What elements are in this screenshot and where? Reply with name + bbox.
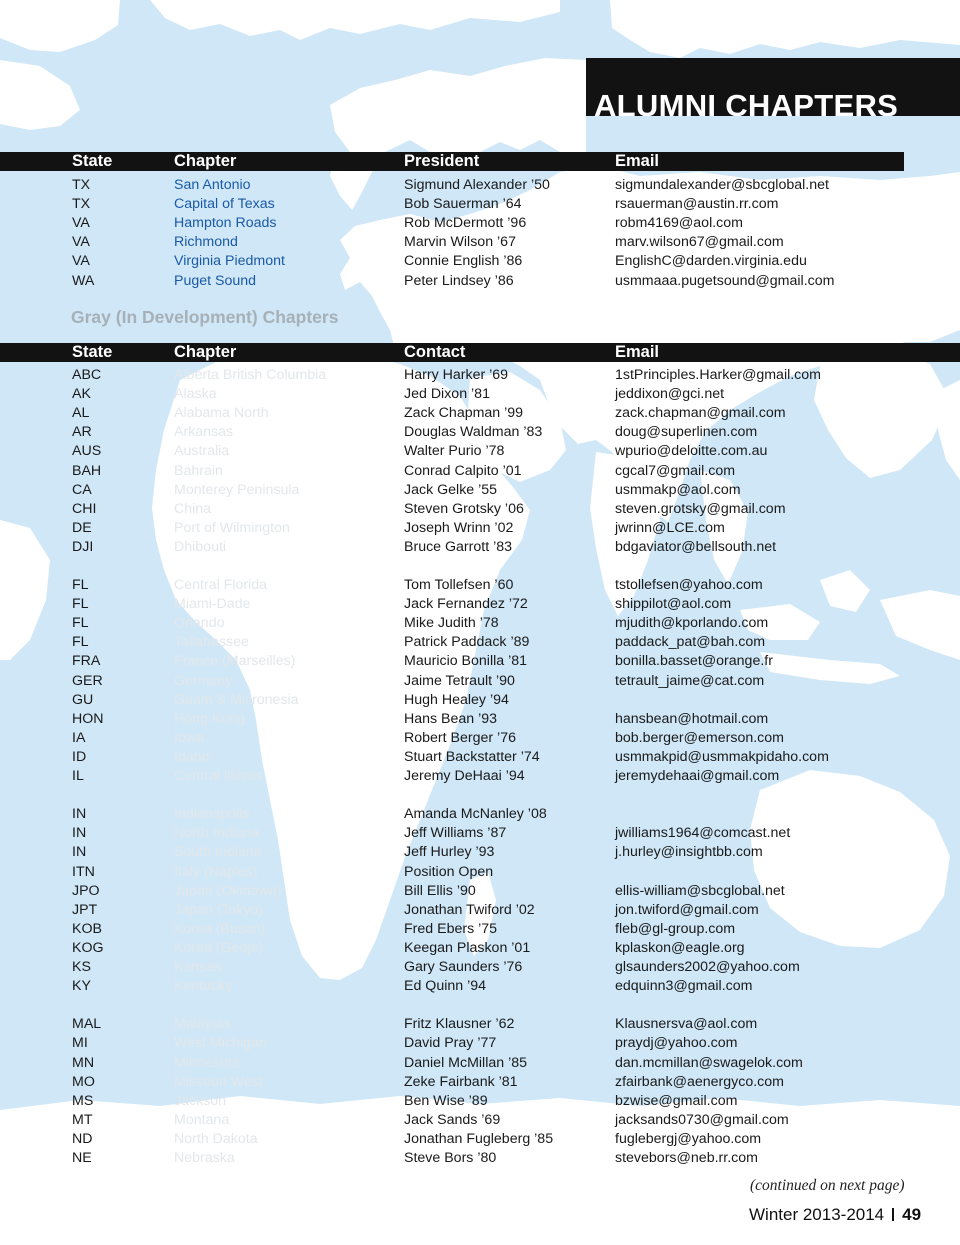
cell-email: j.hurley@insightbb.com [615,844,763,861]
table-row [0,1092,960,1111]
cell-person: Tom Tollefsen ’60 [404,577,514,594]
cell-person: Steven Grotsky ’06 [404,500,524,517]
cell-chapter: Iowa [174,729,204,746]
cell-email: jwrinn@LCE.com [615,519,725,536]
table-row [0,519,960,538]
cell-person: Marvin Wilson ’67 [404,234,516,251]
cell-chapter: Capital of Texas [174,196,275,213]
cell-email: hansbean@hotmail.com [615,710,769,727]
table-row [0,385,960,404]
cell-chapter: Germany [174,672,233,689]
table-row [0,863,960,882]
cell-email: tetrault_jaime@cat.com [615,672,765,689]
cell-person: Sigmund Alexander ’50 [404,177,550,193]
cell-chapter: Dhibouti [174,538,227,555]
cell-person: Steve Bors ’80 [404,1150,497,1167]
cell-chapter: Hong Kong [174,710,245,727]
cell-chapter: North Dakota [174,1130,258,1147]
cell-chapter: Monterey Peninsula [174,481,300,498]
cell-state: ID [72,748,87,765]
cell-email: marv.wilson67@gmail.com [615,234,784,251]
dev-table-header [0,343,960,362]
cell-state: KOG [72,939,104,956]
cell-state: DJI [72,538,94,555]
cell-email: stevebors@neb.rr.com [615,1150,758,1167]
cell-chapter: Italy (Naples) [174,863,258,880]
cell-chapter: Missouri West [174,1073,263,1090]
cell-person: Jack Fernandez ’72 [404,596,528,613]
continued-note: (continued on next page) [750,1177,905,1194]
table-row [0,710,960,729]
table-row [0,1111,960,1130]
cell-state: VA [72,234,90,251]
cell-person: Jeff Hurley ’93 [404,844,495,861]
header-president: President [404,152,480,170]
cell-chapter: Port of Wilmington [174,519,290,536]
cell-person: Harry Harker ’69 [404,367,509,383]
cell-email: bzwise@gmail.com [615,1092,738,1109]
cell-email: mjudith@kporlando.com [615,615,769,632]
table-row [0,1073,960,1092]
cell-email: 1stPrinciples.Harker@gmail.com [615,367,821,383]
page-number: 49 [902,1205,922,1224]
cell-person: Daniel McMillan ’85 [404,1054,528,1071]
cell-person: Rob McDermott ’96 [404,215,527,232]
table-row [0,576,960,595]
cell-state: KS [72,959,91,976]
cell-chapter: Puget Sound [174,272,257,289]
cell-state: IN [72,844,87,861]
header-email: Email [615,343,660,361]
table-row [0,614,960,633]
table-row [0,214,960,233]
cell-state: GER [72,672,103,689]
cell-state: IN [72,806,87,823]
cell-email: jeddixon@gci.net [615,386,725,403]
page-footer [749,1205,921,1225]
cell-email: praydj@yahoo.com [615,1035,738,1052]
cell-chapter: Miami-Dade [174,596,251,613]
cell-email: bdgaviator@bellsouth.net [615,538,777,555]
cell-chapter: Kansas [174,959,222,976]
cell-chapter: Kentucky [174,978,233,995]
cell-state: MS [72,1092,94,1109]
cell-person: Bruce Garrott ’83 [404,538,513,555]
cell-person: Robert Berger ’76 [404,729,516,746]
cell-email: glsaunders2002@yahoo.com [615,959,800,976]
cell-email: tstollefsen@yahoo.com [615,577,763,594]
cell-person: Mike Judith ’78 [404,615,499,632]
table-row [0,1034,960,1053]
cell-state: IN [72,825,87,842]
cell-state: NE [72,1150,92,1167]
cell-person: Fritz Klausner ’62 [404,1016,515,1033]
cell-state: IL [72,768,84,785]
table-row [0,939,960,958]
cell-state: FL [72,634,89,651]
cell-person: Zack Chapman ’99 [404,405,524,422]
cell-person: Hugh Healey ’94 [404,691,509,708]
cell-email: cgcal7@gmail.com [615,462,736,479]
table-row [0,633,960,652]
cell-chapter: Richmond [174,234,238,251]
cell-email: bonilla.basset@orange.fr [615,653,773,670]
cell-person: Stuart Backstatter ’74 [404,748,540,765]
cell-person: Jaime Tetrault ’90 [404,672,515,689]
cell-chapter: West Michigan [174,1035,267,1052]
cell-chapter: Australia [174,443,230,460]
cell-person: Joseph Wrinn ’02 [404,519,514,536]
cell-state: MN [72,1054,95,1071]
table-row [0,423,960,442]
cell-chapter: Nebraska [174,1150,235,1167]
cell-chapter: Central Illinois [174,768,264,785]
cell-state: MI [72,1035,88,1052]
cell-chapter: Japan (Tokyo) [174,901,264,918]
cell-state: MT [72,1111,93,1128]
cell-chapter: Central Florida [174,577,268,594]
cell-person: Amanda McNanley ’08 [404,806,547,823]
table-row [0,500,960,519]
cell-email: ellis-william@sbcglobal.net [615,882,785,899]
cell-chapter: Idaho [174,748,210,765]
cell-email: wpurio@deloitte.com.au [615,443,768,460]
cell-state: MO [72,1073,95,1090]
cell-chapter: Korea (Busan) [174,920,266,937]
cell-person: Jonathan Fugleberg ’85 [404,1130,554,1147]
cell-chapter: Virginia Piedmont [174,253,285,270]
cell-person: Douglas Waldman ’83 [404,424,543,441]
cell-chapter: Montana [174,1111,230,1128]
cell-person: Bob Sauerman ’64 [404,196,522,213]
table-row [0,462,960,481]
cell-email: edquinn3@gmail.com [615,978,753,995]
cell-person: Peter Lindsey ’86 [404,272,514,289]
cell-state: MAL [72,1016,102,1033]
cell-state: AR [72,424,92,441]
table-row [0,882,960,901]
table-row [0,1015,960,1034]
cell-person: Jeff Williams ’87 [404,825,507,842]
cell-chapter: Tallahassee [174,634,249,651]
cell-state: KOB [72,920,102,937]
cell-state: ABC [72,367,102,383]
active-table-header [0,152,904,171]
cell-chapter: Japan (Okinawa) [174,882,282,899]
table-row [0,1054,960,1073]
cell-person: Jed Dixon ’81 [404,386,490,403]
cell-person: Conrad Calpito ’01 [404,462,522,479]
table-row [0,481,960,500]
cell-email: EnglishC@darden.virginia.edu [615,253,807,270]
table-row [0,920,960,939]
table-row [0,176,960,195]
cell-email: rsauerman@austin.rr.com [615,196,779,213]
cell-person: Bill Ellis ’90 [404,882,476,899]
table-row [0,824,960,843]
table-row [0,538,960,557]
cell-chapter: North Indiana [174,825,260,842]
cell-chapter: Malaysia [174,1016,230,1033]
table-row [0,843,960,862]
cell-state: VA [72,253,90,270]
cell-state: JPO [72,882,100,899]
cell-chapter: France (Marseilles) [174,653,296,670]
table-row [0,272,960,291]
cell-person: Hans Bean ’93 [404,710,498,727]
cell-person: Connie English ’86 [404,253,523,270]
cell-email: zack.chapman@gmail.com [615,405,786,422]
cell-chapter: Alaska [174,386,217,403]
table-row [0,901,960,920]
cell-email: sigmundalexander@sbcglobal.net [615,177,829,193]
cell-chapter: Guam & Micronesia [174,691,299,708]
table-row [0,595,960,614]
cell-email: usmmaaa.pugetsound@gmail.com [615,272,835,289]
table-row [0,977,960,996]
cell-person: Fred Ebers ’75 [404,920,498,937]
table-row [0,729,960,748]
cell-email: robm4169@aol.com [615,215,743,232]
cell-state: CA [72,481,92,498]
cell-state: DE [72,519,92,536]
cell-state: KY [72,978,91,995]
cell-person: Jack Sands ’69 [404,1111,501,1128]
cell-email: kplaskon@eagle.org [615,939,745,956]
header-contact: Contact [404,343,466,361]
cell-person: Ed Quinn ’94 [404,978,487,995]
cell-email: paddack_pat@bah.com [615,634,766,651]
footer-issue: Winter 2013-2014 [749,1205,885,1224]
cell-state: GU [72,691,94,708]
page-title: ALUMNI CHAPTERS [594,88,899,116]
table-row [0,1149,960,1168]
table-row [0,404,960,423]
header-email: Email [615,152,660,170]
cell-state: FL [72,577,89,594]
table-row [0,691,960,710]
cell-person: Ben Wise ’89 [404,1092,488,1109]
cell-state: IA [72,729,86,746]
cell-email: usmmakpid@usmmakpidaho.com [615,748,829,765]
cell-email: jacksands0730@gmail.com [615,1111,789,1128]
cell-chapter: Korea (Geoje) [174,939,264,956]
table-row [0,1130,960,1149]
header-state: State [72,343,113,361]
cell-person: Keegan Plaskon ’01 [404,939,531,956]
cell-state: AUS [72,443,102,460]
cell-chapter: Arkansas [174,424,234,441]
cell-state: TX [72,177,91,193]
cell-chapter: Orlando [174,615,225,632]
cell-state: FRA [72,653,101,670]
cell-chapter: Alabama North [174,405,269,422]
cell-person: Jack Gelke ’55 [404,481,498,498]
footer-divider [892,1208,894,1221]
header-chapter: Chapter [174,152,237,170]
cell-state: JPT [72,901,98,918]
cell-state: WA [72,272,95,289]
cell-email: doug@superlinen.com [615,424,758,441]
cell-chapter: Jackson [174,1092,227,1109]
cell-state: FL [72,596,89,613]
header-chapter: Chapter [174,343,237,361]
header-state: State [72,152,113,170]
cell-chapter: Alberta British Columbia [174,367,327,383]
table-row [0,442,960,461]
cell-chapter: San Antonio [174,177,251,193]
cell-person: Walter Purio ’78 [404,443,505,460]
table-row [0,366,960,385]
cell-email: shippilot@aol.com [615,596,732,613]
title-box [586,58,960,116]
table-row [0,748,960,767]
cell-email: fuglebergj@yahoo.com [615,1130,762,1147]
cell-chapter: Hampton Roads [174,215,277,232]
cell-chapter: Bahrain [174,462,223,479]
cell-state: AK [72,386,91,403]
cell-person: Jeremy DeHaai ’94 [404,768,525,785]
cell-chapter: Minnesota [174,1054,240,1071]
cell-state: AL [72,405,90,422]
cell-email: jon.twiford@gmail.com [615,901,759,918]
table-row [0,233,960,252]
cell-person: David Pray ’77 [404,1035,497,1052]
table-row [0,652,960,671]
cell-email: steven.grotsky@gmail.com [615,500,786,517]
table-row [0,805,960,824]
dev-chapters-heading: Gray (In Development) Chapters [71,307,339,327]
cell-state: VA [72,215,90,232]
cell-person: Zeke Fairbank ’81 [404,1073,518,1090]
cell-state: BAH [72,462,102,479]
cell-email: jeremydehaai@gmail.com [615,768,780,785]
cell-email: fleb@gl-group.com [615,920,736,937]
cell-person: Mauricio Bonilla ’81 [404,653,528,670]
cell-person: Patrick Paddack ’89 [404,634,530,651]
table-row [0,672,960,691]
cell-chapter: South Indiana [174,844,262,861]
cell-email: jwilliams1964@comcast.net [615,825,791,842]
cell-state: HON [72,710,104,727]
table-row [0,252,960,271]
cell-state: CHI [72,500,97,517]
cell-person: Jonathan Twiford ’02 [404,901,535,918]
cell-email: dan.mcmillan@swagelok.com [615,1054,803,1071]
cell-state: ITN [72,863,95,880]
table-row [0,767,960,786]
cell-chapter: China [174,500,212,517]
table-row [0,958,960,977]
cell-email: usmmakp@aol.com [615,481,741,498]
cell-state: ND [72,1130,93,1147]
cell-email: Klausnersva@aol.com [615,1016,758,1033]
cell-state: FL [72,615,89,632]
table-row [0,195,960,214]
cell-state: TX [72,196,91,213]
cell-person: Position Open [404,863,494,880]
cell-email: bob.berger@emerson.com [615,729,784,746]
cell-email: zfairbank@aenergyco.com [615,1073,784,1090]
cell-chapter: Indianapolis [174,806,250,823]
cell-person: Gary Saunders ’76 [404,959,523,976]
